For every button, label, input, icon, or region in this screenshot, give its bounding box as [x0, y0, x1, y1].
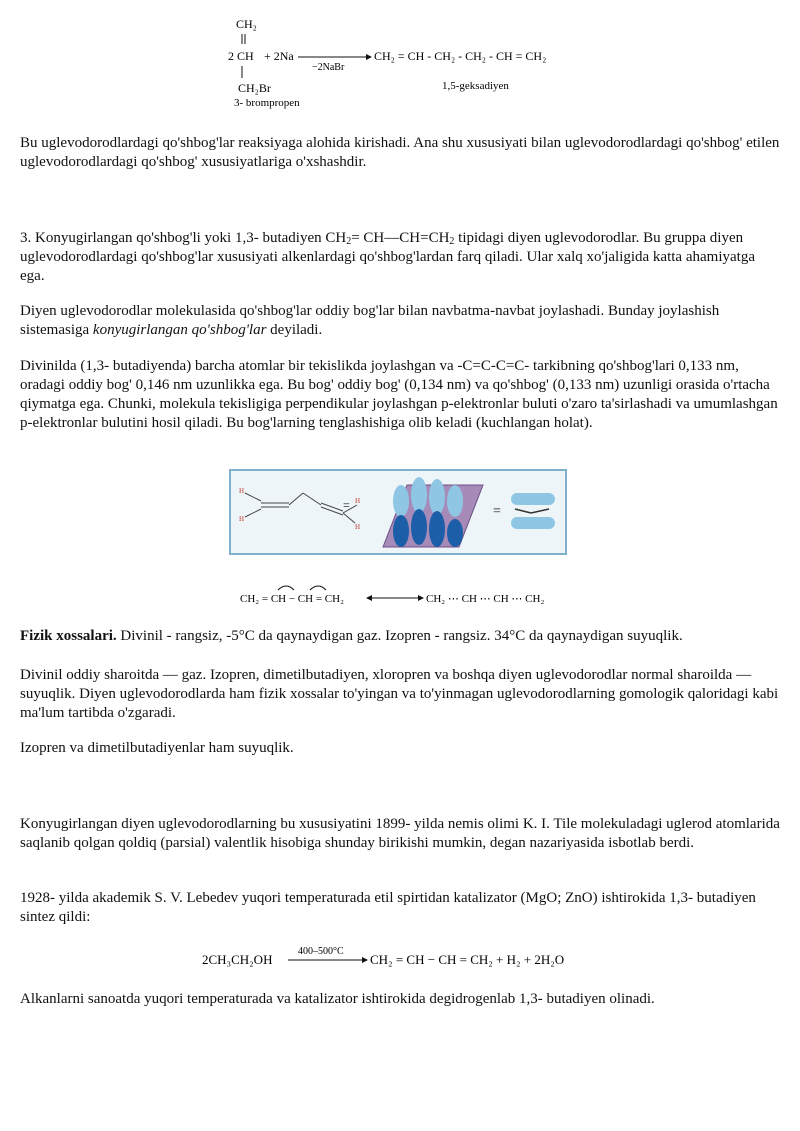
paragraph-4: Divinilda (1,3- butadiyenda) barcha atomlar bir tekislikda joylashgan va -C=C-C=C- tarkibning qo'shbog'lari 0,133 nm, oradagi oddiy bog' 0,146 nm uzunlikka ega. Bu bog' oddiy bog' (0,134 nm) va qo'shbog' (0,133 nm) uzunligi orasida o'rtacha qiymatga ega. Chunki, molekula tekisligiga perpendikular joylashgan p-elektronlar buluti o'zaro ta'sirlashadi va umumlashgan p-elektronlar bulutini hosil qiladi. Bu bog'larning tenglashishiga olib keladi (kuchlangan holat).	[20, 358, 778, 431]
arrow-head	[366, 54, 372, 60]
h-label-1: H	[239, 487, 245, 495]
p3-part-b: deyiladi.	[266, 322, 323, 338]
paragraph-9: 1928- yilda akademik S. V. Lebedev yuqori temperaturada etil spirtidan katalizator (MgO; ZnO) ishtirokida 1,3- butadiyen sintez qildi:	[20, 890, 756, 925]
paragraph-8: Konyugirlangan diyen uglevodorodlarning bu xususiyatini 1899- yilda nemis olimi K. I. Tile molekuladagi uglerod atomlarida saqlanib qolgan qoldiq (parsial) valentlik hisobiga shunday birikishi mumkin, degan nazariyasida isbotlab berdi.	[20, 816, 780, 851]
curved-arrow-2	[310, 586, 326, 590]
resonance-arrow-head-right	[418, 595, 424, 601]
p3-term: konyugirlangan qo'shbog'lar	[92, 322, 267, 338]
reaction2-product: CH₂ = CH − CH = CH₂ + H₂ + 2H₂O	[370, 952, 565, 967]
p2-sub-1: 2	[346, 236, 352, 247]
p2-part-b: = CH—CH=CH	[351, 230, 450, 246]
p5-rest: Divinil - rangsiz, -5°C da qaynaydigan gaz. Izopren - rangsiz. 34°C da qaynaydigan suyuqlik.	[116, 628, 683, 644]
h-label-3: H	[355, 497, 361, 505]
reaction2-reactant: 2CH₃CH₂OH	[202, 952, 273, 967]
paragraph-5	[20, 627, 780, 646]
p2-sub-2: 2	[449, 236, 455, 247]
reagent: + 2Na	[264, 49, 294, 63]
conjugation-figure	[229, 469, 567, 555]
equals-sign-1: =	[343, 498, 350, 512]
paragraph-10: Alkanlarni sanoatda yuqori temperaturada va katalizator ishtirokida degidrogenlab 1,3- butadiyen olinadi.	[20, 991, 655, 1007]
resonance-arrow-head-left	[366, 595, 372, 601]
paragraph-6: Divinil oddiy sharoitda — gaz. Izopren, dimetilbutadiyen, xloropren va boshqa diyen uglevodorodlar normal sharoilda — suyuqlik. Diyen uglevodorodlarda ham fizik xossalar to'yingan va to'yinmagan uglevodorodlarning gomologik qaloridagi kabi ma'lum tartibda o'zgaradi.	[20, 667, 779, 721]
curved-arrow-1	[278, 586, 294, 590]
reaction2-condition: 400–500°C	[298, 946, 344, 957]
skeletal-molecule	[245, 493, 357, 523]
reactant-top: CH₂	[236, 17, 257, 31]
resonance-left: CH₂ = CH − CH = CH₂	[240, 593, 344, 605]
reactant-name: 3- brompropen	[234, 97, 300, 109]
paragraph-3	[20, 302, 780, 340]
p3-part-a: Diyen uglevodorodlar molekulasida qo'shbog'lar oddiy bog'lar bilan navbatma-navbat joylashadi. Bunday joylashish sistemasiga	[20, 303, 720, 338]
reaction-scheme-1	[220, 12, 580, 112]
product: CH₂ = CH - CH₂ - CH₂ - CH = CH₂	[374, 49, 547, 63]
reactant-bottom: CH₂Br	[238, 81, 271, 95]
h-label-2: H	[239, 515, 245, 523]
resonance-right: CH₂ ⋯ CH ⋯ CH ⋯ CH₂	[426, 593, 545, 605]
below-arrow: −2NaBr	[312, 62, 345, 73]
conjugation-illustration	[231, 471, 565, 553]
physical-properties-heading: Fizik xossalari.	[20, 628, 117, 644]
delocalized-cloud	[511, 493, 555, 529]
reactant-coef: 2 CH	[228, 49, 254, 63]
p2-part-a: 3. Konyugirlangan qo'shbog'li yoki 1,3- butadiyen CH	[20, 230, 347, 246]
paragraph-1: Bu uglevodorodlardagi qo'shbog'lar reaksiyaga alohida kirishadi. Ana shu xususiyati bilan uglevodorodlardagi qo'shbog' etilen uglevodorodlardagi qo'shbog' xususiyatlariga o'xshashdir.	[20, 135, 780, 170]
equals-sign-2: =	[493, 504, 501, 519]
paragraph-7: Izopren va dimetilbutadiyenlar ham suyuqlik.	[20, 740, 294, 756]
p2-part-c: tipidagi diyen uglevodorodlar. Bu gruppa diyen uglevodorodlardagi qo'shbog'lar xususiyati alkenlardagi qo'shbog'lardan farq qiladi. Ular xalq xo'jaligida katta ahamiyatga ega.	[20, 230, 755, 284]
resonance-formula	[238, 580, 568, 608]
product-name: 1,5-geksadiyen	[442, 80, 509, 92]
reaction-scheme-2	[200, 940, 620, 972]
h-label-4: H	[355, 523, 361, 531]
paragraph-2	[20, 229, 780, 286]
reaction2-arrow-head	[362, 957, 368, 963]
